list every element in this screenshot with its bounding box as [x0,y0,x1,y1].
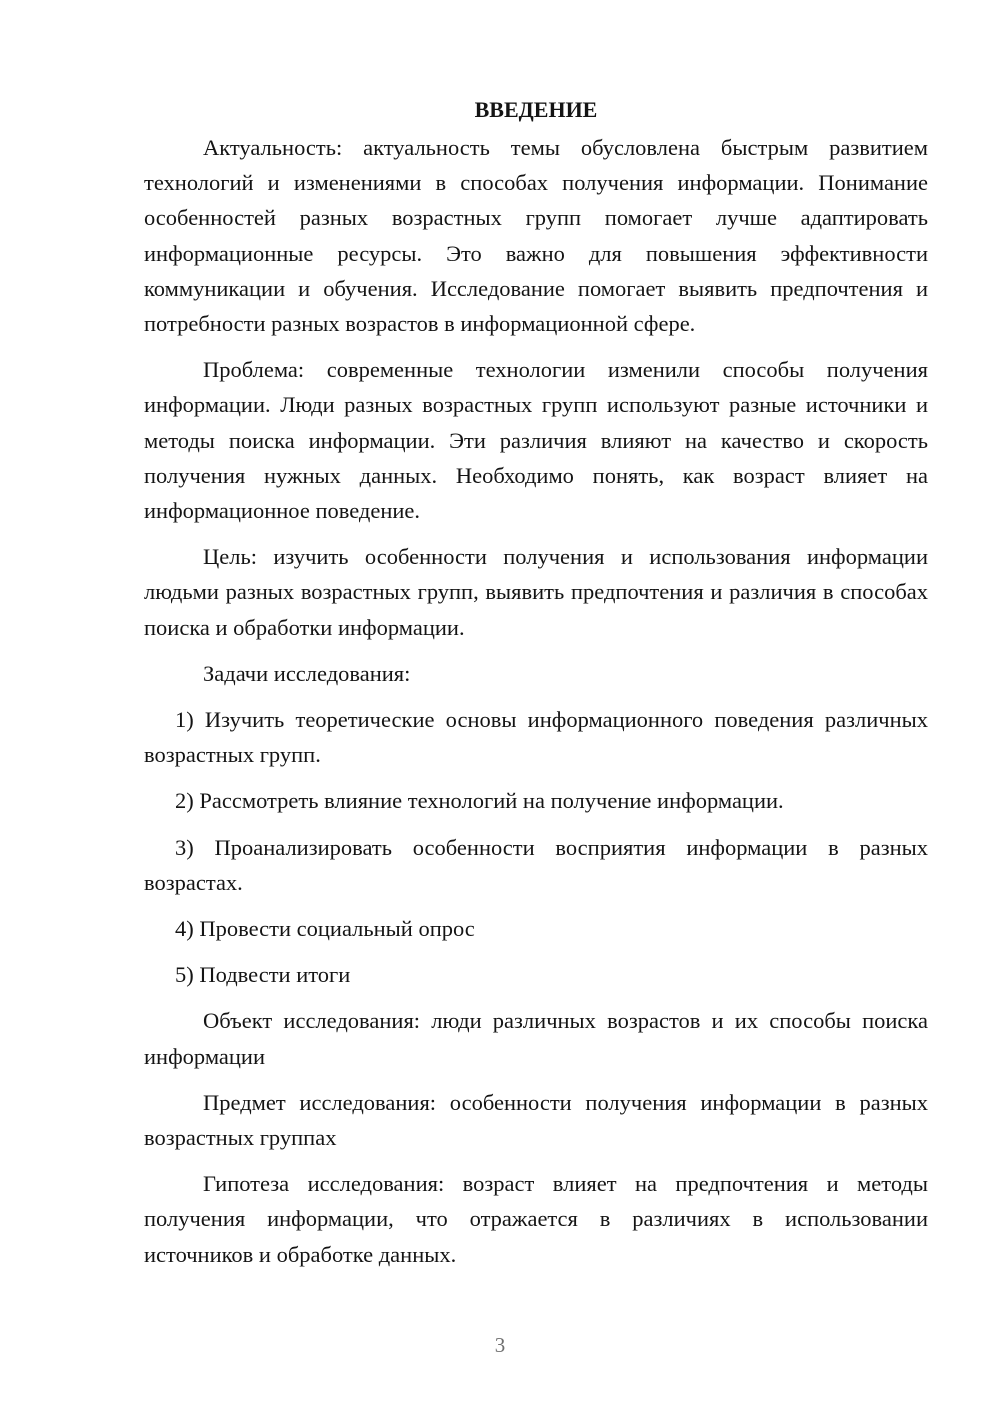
page-number: 3 [494,1333,506,1357]
hypothesis-paragraph: Гипотеза исследования: возраст влияет на предпочтения и методы получения информации, что отражается в различиях в использовании источников и обработке данных. [144,1171,928,1267]
page-title: ВВЕДЕНИЕ [474,97,598,122]
task-item-2: 2) Рассмотреть влияние технологий на получение информации. [175,788,784,814]
goal-paragraph: Цель: изучить особенности получения и использования информации людьми разных возрастных групп, выявить предпочтения и различия в способах поиска и обработки информации. [144,544,928,640]
subject-paragraph: Предмет исследования: особенности получения информации в разных возрастных группах [144,1089,928,1151]
task-item-4: 4) Провести социальный опрос [175,916,475,942]
problem-paragraph: Проблема: современные технологии изменили способы получения информации. Люди разных возрастных групп используют разные источники и методы поиска информации. Эти различия влияют на качество и скорость получения нужных данных. Необходимо понять, как возраст влияет на информационное поведение. [144,357,928,524]
tasks-heading: Задачи исследования: [203,660,411,686]
task-item-5: 5) Подвести итоги [175,962,351,988]
object-paragraph: Объект исследования: люди различных возрастов и их способы поиска информации [144,1008,928,1069]
task-item-1: 1) Изучить теоретические основы информационного поведения различных возрастных групп. [144,707,928,768]
task-item-3: 3) Проанализировать особенности восприятия информации в разных возрастах. [144,834,928,895]
relevance-paragraph: Актуальность: актуальность темы обусловлена быстрым развитием технологий и изменениями в способах получения информации. Понимание особенностей разных возрастных групп помогает лучше адаптировать информационные ресурсы. Это важно для повышения эффективности коммуникации и обучения. Исследование помогает выявить предпочтения и потребности разных возрастов в информационной сфере. [144,135,928,337]
page-content [144,92,928,1283]
